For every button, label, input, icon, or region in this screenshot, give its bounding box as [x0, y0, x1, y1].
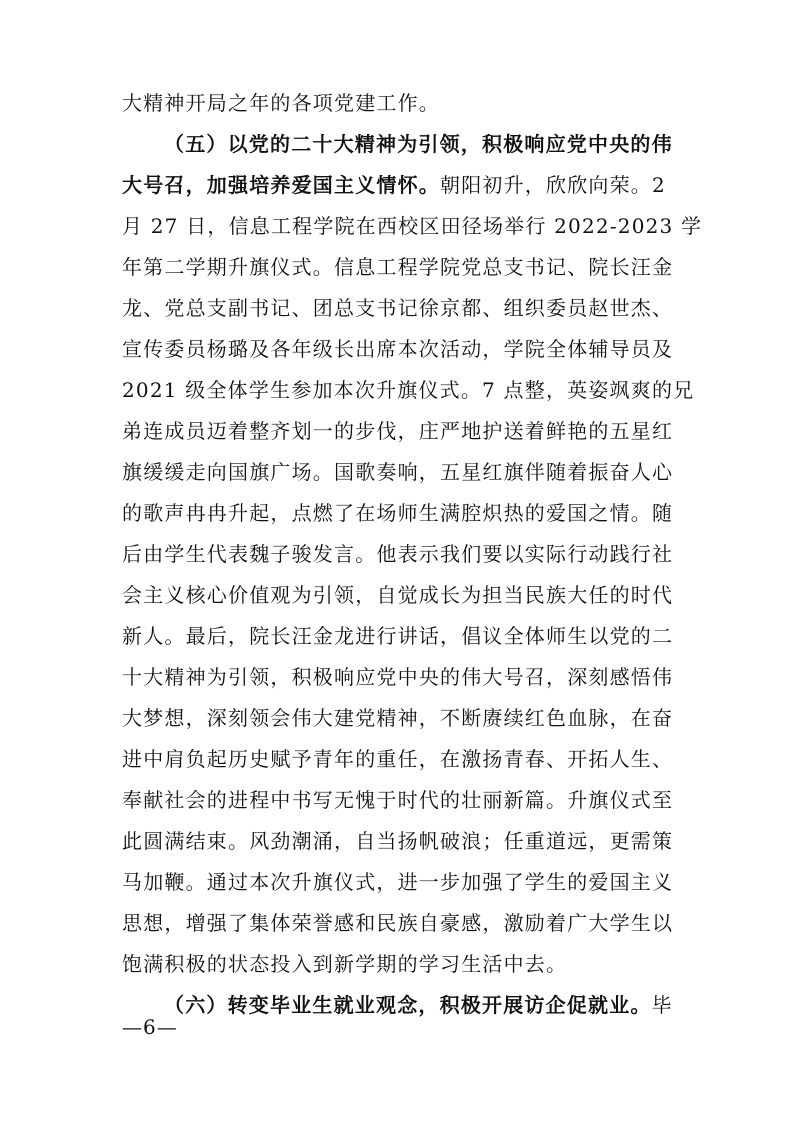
- text-line-4: [122, 206, 703, 247]
- line-9-text: 弟连成员迈着整齐划一的步伐，庄严地护送着鲜艳的五星红: [122, 419, 674, 443]
- text-line-6: [122, 288, 682, 329]
- section-5-heading-line-2: [122, 165, 682, 206]
- text-line-12: [122, 534, 682, 575]
- text-line-15: [122, 657, 682, 698]
- text-line-14: [122, 616, 682, 657]
- line-14-text: 新人。最后，院长汪金龙进行讲话，倡议全体师生以党的二: [122, 624, 674, 648]
- text-line-20: [122, 862, 682, 903]
- line-18-text: 奉献社会的进程中书写无愧于时代的壮丽新篇。升旗仪式至: [122, 788, 674, 812]
- line-16-text: 大梦想，深刻领会伟大建党精神，不断赓续红色血脉，在奋: [122, 706, 674, 730]
- text-line-11: [122, 493, 682, 534]
- text-line-19: [122, 821, 682, 862]
- line-11-text: 的歌声冉冉升起，点燃了在场师生满腔炽热的爱国之情。随: [122, 501, 674, 525]
- page-number: —6—: [122, 1015, 178, 1039]
- line-17-text: 进中肩负起历史赋予青年的重任，在激扬青春、开拓人生、: [122, 747, 674, 771]
- line-21-text: 思想，增强了集体荣誉感和民族自豪感，激励着广大学生以: [122, 911, 674, 935]
- line-20-text: 马加鞭。通过本次升旗仪式，进一步加强了学生的爱国主义: [122, 870, 674, 894]
- text-line-7: [122, 329, 682, 370]
- line-1-text: 大精神开局之年的各项党建工作。: [122, 91, 440, 115]
- line-22-text: 饱满积极的状态投入到新学期的学习生活中去。: [122, 952, 568, 976]
- line-15-text: 十大精神为引领，积极响应党中央的伟大号召，深刻感悟伟: [122, 665, 674, 689]
- body-text: [122, 83, 703, 1026]
- text-line-13: [122, 575, 682, 616]
- section-6-heading: （六）转变毕业生就业观念，积极开展访企促就业。: [164, 993, 652, 1017]
- text-line-1: [122, 83, 682, 124]
- section-5-heading-part-1: （五）以党的二十大精神为引领，积极响应党中央的伟: [164, 132, 673, 156]
- line-23-text: 毕: [651, 993, 673, 1017]
- text-line-8: [122, 370, 695, 411]
- line-12-text: 后由学生代表魏子骏发言。他表示我们要以实际行动践行社: [122, 542, 674, 566]
- text-line-9: [122, 411, 682, 452]
- line-4-text: 月 27 日，信息工程学院在西校区田径场举行 2022-2023 学: [122, 214, 703, 238]
- text-line-17: [122, 739, 682, 780]
- line-7-text: 宣传委员杨璐及各年级长出席本次活动，学院全体辅导员及: [122, 337, 674, 361]
- line-6-text: 龙、党总支副书记、团总支书记徐京都、组织委员赵世杰、: [122, 296, 674, 320]
- section-5-heading-part-2: 大号召，加强培养爱国主义情怀。: [122, 173, 440, 197]
- section-6-heading-line: [122, 985, 682, 1026]
- section-5-heading-line-1: [122, 124, 682, 165]
- text-line-5: [122, 247, 682, 288]
- text-line-10: [122, 452, 682, 493]
- text-line-18: [122, 780, 682, 821]
- line-10-text: 旗缓缓走向国旗广场。国歌奏响，五星红旗伴随着振奋人心: [122, 460, 674, 484]
- text-line-22: [122, 944, 682, 985]
- text-line-21: [122, 903, 682, 944]
- line-3-text: 朝阳初升，欣欣向荣。2: [440, 173, 666, 197]
- line-13-text: 会主义核心价值观为引领，自觉成长为担当民族大任的时代: [122, 583, 674, 607]
- text-line-16: [122, 698, 682, 739]
- line-8-text: 2021 级全体学生参加本次升旗仪式。7 点整，英姿飒爽的兄: [122, 378, 695, 402]
- line-5-text: 年第二学期升旗仪式。信息工程学院党总支书记、院长汪金: [122, 255, 674, 279]
- line-19-text: 此圆满结束。风劲潮涌，自当扬帆破浪；任重道远，更需策: [122, 829, 674, 853]
